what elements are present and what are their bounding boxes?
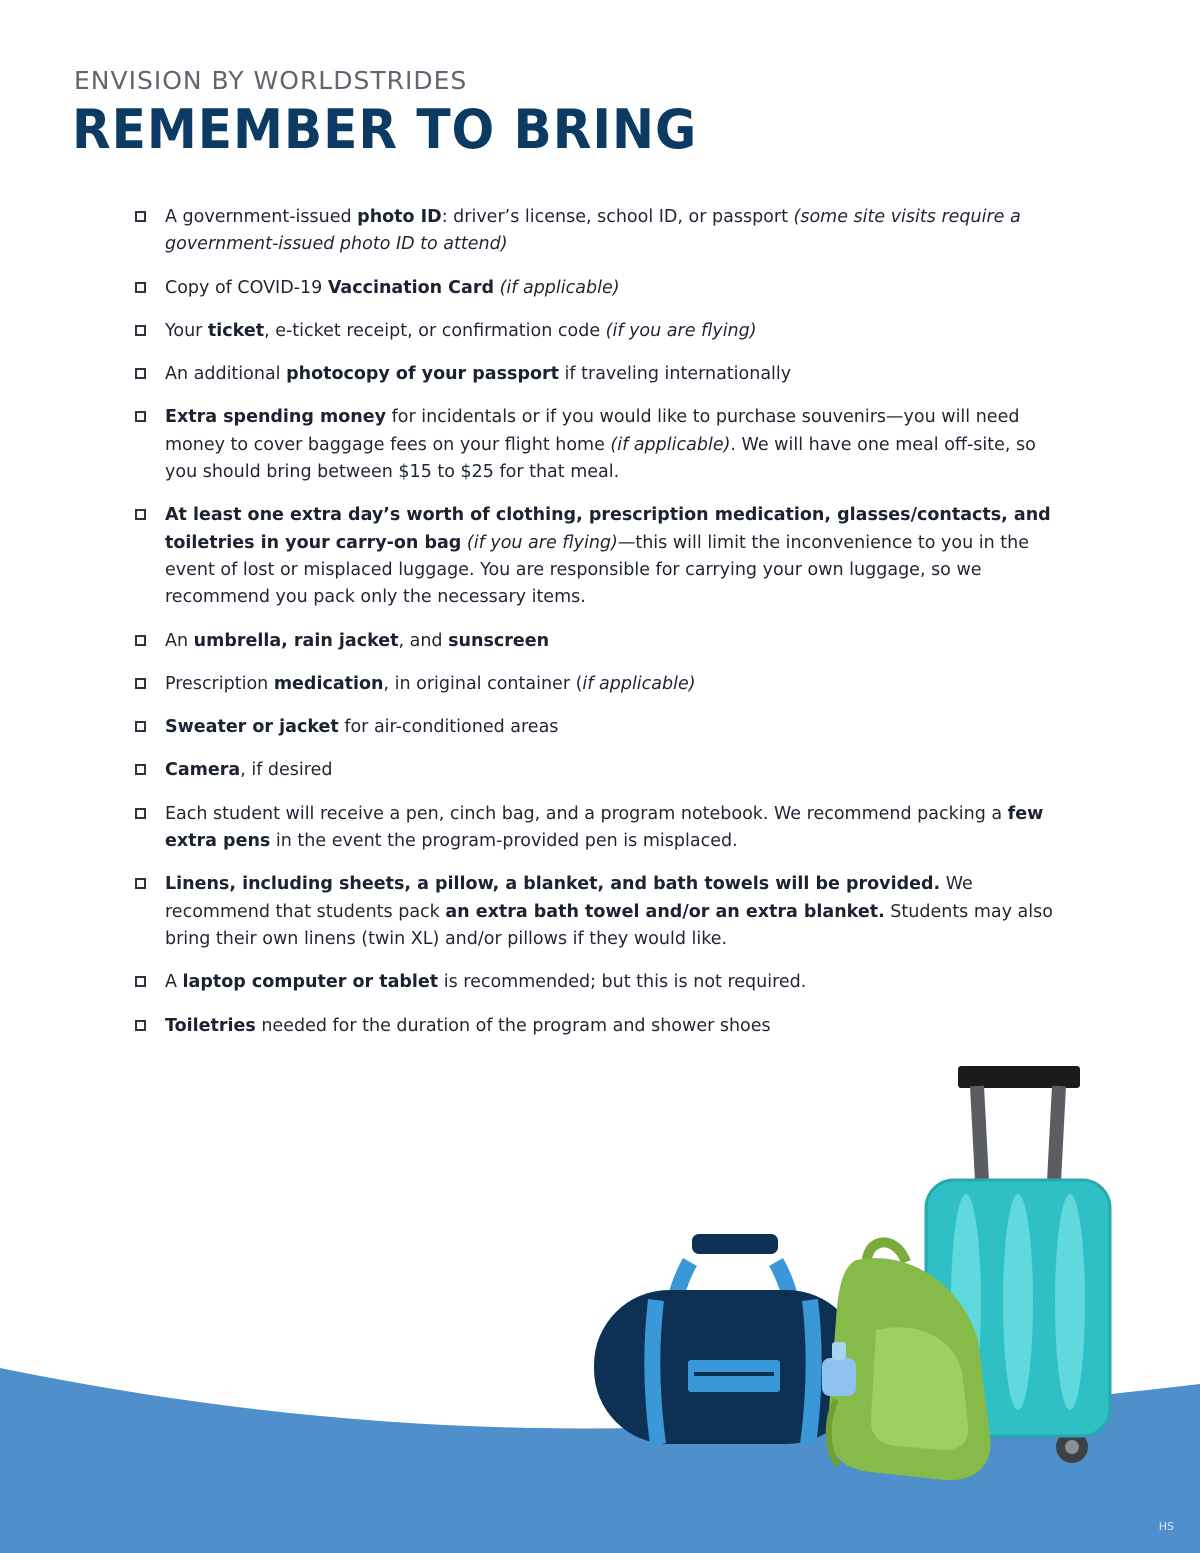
item-text-italic: if applicable) [582, 673, 696, 694]
item-text: is recommended; but this is not required. [438, 972, 807, 993]
item-text: for air-conditioned areas [338, 717, 559, 738]
item-text-bold: photo ID [357, 207, 442, 227]
item-text-bold: Toiletries [165, 1015, 256, 1036]
page-code: HS [1158, 1520, 1174, 1533]
item-text: Students may also bring their own linens (twin XL) and/or pillows if they would like. [165, 901, 1053, 949]
duffel-bag-graphic [594, 1234, 862, 1444]
item-text-bold: photocopy of your passport [286, 364, 559, 385]
item-text-italic: (if you are flying) [466, 532, 618, 553]
item-text-bold: medication [273, 673, 384, 694]
item-text-bold: umbrella, rain jacket [193, 630, 399, 651]
item-text-italic: (if applicable) [499, 277, 620, 298]
item-text: An [165, 630, 194, 651]
item-text-bold: Camera [165, 760, 241, 781]
item-text-bold: At least one extra day’s worth of clothing, prescription medication, glasses/contacts, and toiletries in your carry-on bag [165, 505, 1051, 553]
item-text-bold: few extra pens [165, 803, 1044, 852]
item-text-italic: (if applicable) [610, 434, 731, 455]
item-text: if traveling internationally [558, 364, 792, 385]
item-text: needed for the duration of the program and shower shoes [255, 1015, 771, 1036]
item-text-bold: ticket [207, 320, 265, 341]
item-text: : driver’s license, school ID, or passport [441, 207, 794, 227]
item-text: , if desired [240, 760, 333, 781]
page-title: REMEMBER TO BRING [72, 98, 698, 161]
item-text: Prescription [165, 673, 274, 694]
item-text-bold: Linens, including sheets, a pillow, a blanket, and bath towels will be provided. [165, 874, 941, 895]
item-text: . We will have one meal off-site, so you should bring between $15 to $25 for that meal. [165, 434, 1036, 483]
item-text: , e-ticket receipt, or confirmation code [264, 320, 606, 341]
item-text-bold: Sweater or jacket [165, 717, 339, 738]
item-text-bold: Extra spending money [165, 407, 387, 428]
item-text: , and [398, 630, 449, 651]
item-text: An additional [165, 364, 287, 385]
item-text: Each student will receive a pen, cinch bag, and a program notebook. We recommend packing a [165, 803, 1008, 824]
item-text: in the event the program-provided pen is misplaced. [270, 831, 738, 852]
item-text: for incidentals or if you would like to purchase souvenirs—you will need money to cover baggage fees on your flight home [165, 407, 1020, 455]
item-text: A [165, 972, 183, 993]
item-text-bold: laptop computer or tablet [182, 972, 439, 993]
item-text-italic: (some site visits require a government-issued photo ID to attend) [165, 207, 1021, 255]
item-text: Copy of COVID-19 [165, 277, 328, 298]
item-text-bold: sunscreen [448, 630, 550, 651]
item-text: A government-issued [165, 207, 358, 227]
header-kicker: ENVISION BY WORLDSTRIDES [74, 66, 468, 95]
item-text-bold: Vaccination Card [327, 277, 494, 298]
item-text: Your [165, 320, 208, 341]
item-text: , in original container ( [383, 673, 583, 694]
item-text: We recommend that students pack [165, 874, 973, 922]
item-text-italic: (if you are flying) [605, 320, 757, 341]
item-text: —this will limit the inconvenience to you in the event of lost or misplaced luggage. You are responsible for carrying your own luggage, so we recommend you pack only the necessary items. [165, 532, 1029, 608]
item-text-bold: an extra bath towel and/or an extra blanket. [445, 901, 885, 922]
